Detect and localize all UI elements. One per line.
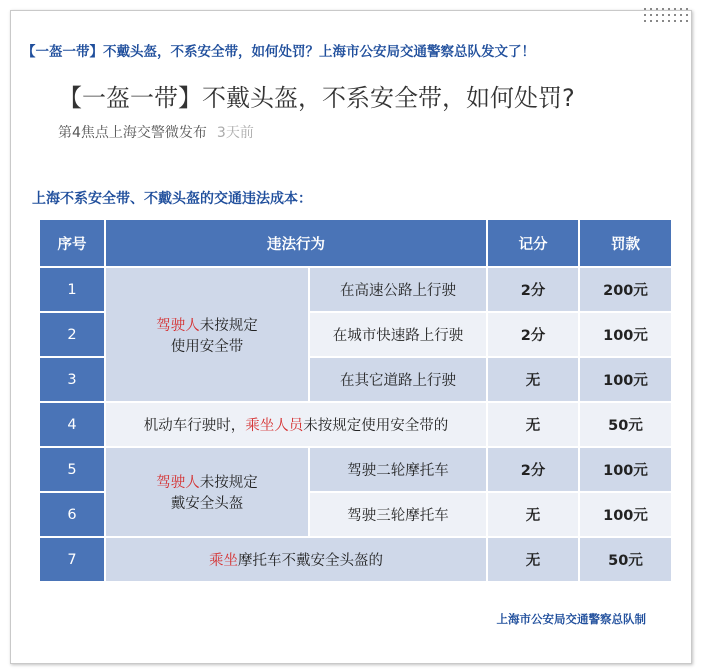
row-detail: 驾驶三轮摩托车 bbox=[309, 492, 487, 537]
row-points: 2分 bbox=[487, 267, 579, 312]
table-footer-credit: 上海市公安局交通警察总队制 bbox=[496, 612, 646, 626]
group-label-line2: 使用安全带 bbox=[170, 338, 244, 355]
group-label-line1: 未按规定 bbox=[199, 475, 258, 491]
header-points: 记分 bbox=[487, 219, 579, 267]
row-detail-passenger-helmet bbox=[105, 537, 487, 582]
header-no: 序号 bbox=[39, 219, 105, 267]
row4-red-label: 乘坐人员 bbox=[245, 418, 304, 434]
row-points: 无 bbox=[487, 402, 579, 447]
publish-time: 3天前 bbox=[216, 125, 254, 141]
row-detail: 在城市快速路上行驶 bbox=[309, 312, 487, 357]
row-number: 3 bbox=[39, 357, 105, 402]
row-fine: 100元 bbox=[579, 312, 672, 357]
row-number: 7 bbox=[39, 537, 105, 582]
source-name[interactable]: 第4焦点上海交警微发布 bbox=[58, 125, 207, 141]
header-fine: 罚款 bbox=[579, 219, 672, 267]
row-fine: 100元 bbox=[579, 447, 672, 492]
row4-suffix: 未按规定使用安全带的 bbox=[303, 418, 449, 434]
group-label-line2: 戴安全头盔 bbox=[170, 496, 244, 512]
row-number: 6 bbox=[39, 492, 105, 537]
group-helmet-driver bbox=[105, 447, 309, 537]
header-violation: 违法行为 bbox=[105, 219, 487, 267]
row-number: 4 bbox=[39, 402, 105, 447]
row-fine: 100元 bbox=[579, 357, 672, 402]
dot-grid-icon[interactable] bbox=[644, 6, 690, 24]
article-title: 【一盔一带】不戴头盔，不系安全带，如何处罚? bbox=[58, 84, 575, 112]
section-title: 上海不系安全带、不戴头盔的交通违法成本： bbox=[32, 191, 312, 207]
row-fine: 100元 bbox=[579, 492, 672, 537]
row-detail: 驾驶二轮摩托车 bbox=[309, 447, 487, 492]
group-seatbelt-driver bbox=[105, 267, 309, 402]
row-detail-passenger-seatbelt bbox=[105, 402, 487, 447]
article-meta bbox=[58, 122, 254, 142]
row-number: 2 bbox=[39, 312, 105, 357]
row7-suffix: 摩托车不戴安全头盔的 bbox=[238, 553, 383, 569]
row7-red-label: 乘坐 bbox=[209, 553, 238, 569]
table-row bbox=[39, 402, 672, 447]
row-points: 无 bbox=[487, 492, 579, 537]
row4-prefix: 机动车行驶时， bbox=[143, 418, 246, 434]
row-fine: 50元 bbox=[579, 537, 672, 582]
article-headline[interactable]: 【一盔一带】不戴头盔，不系安全带，如何处罚？上海市公安局交通警察总队发文了！ bbox=[22, 44, 535, 60]
row-detail: 在其它道路上行驶 bbox=[309, 357, 487, 402]
row-points: 2分 bbox=[487, 447, 579, 492]
row-fine: 200元 bbox=[579, 267, 672, 312]
group-red-label: 驾驶人 bbox=[156, 317, 200, 334]
table-row bbox=[39, 267, 672, 312]
row-number: 5 bbox=[39, 447, 105, 492]
row-detail: 在高速公路上行驶 bbox=[309, 267, 487, 312]
row-fine: 50元 bbox=[579, 402, 672, 447]
row-points: 无 bbox=[487, 537, 579, 582]
penalty-table bbox=[38, 218, 673, 583]
row-points: 无 bbox=[487, 357, 579, 402]
table-row bbox=[39, 537, 672, 582]
table-header-row bbox=[39, 219, 672, 267]
row-number: 1 bbox=[39, 267, 105, 312]
group-label-line1: 未按规定 bbox=[199, 317, 258, 334]
row-points: 2分 bbox=[487, 312, 579, 357]
table-row bbox=[39, 447, 672, 492]
group-red-label: 驾驶人 bbox=[156, 475, 200, 491]
